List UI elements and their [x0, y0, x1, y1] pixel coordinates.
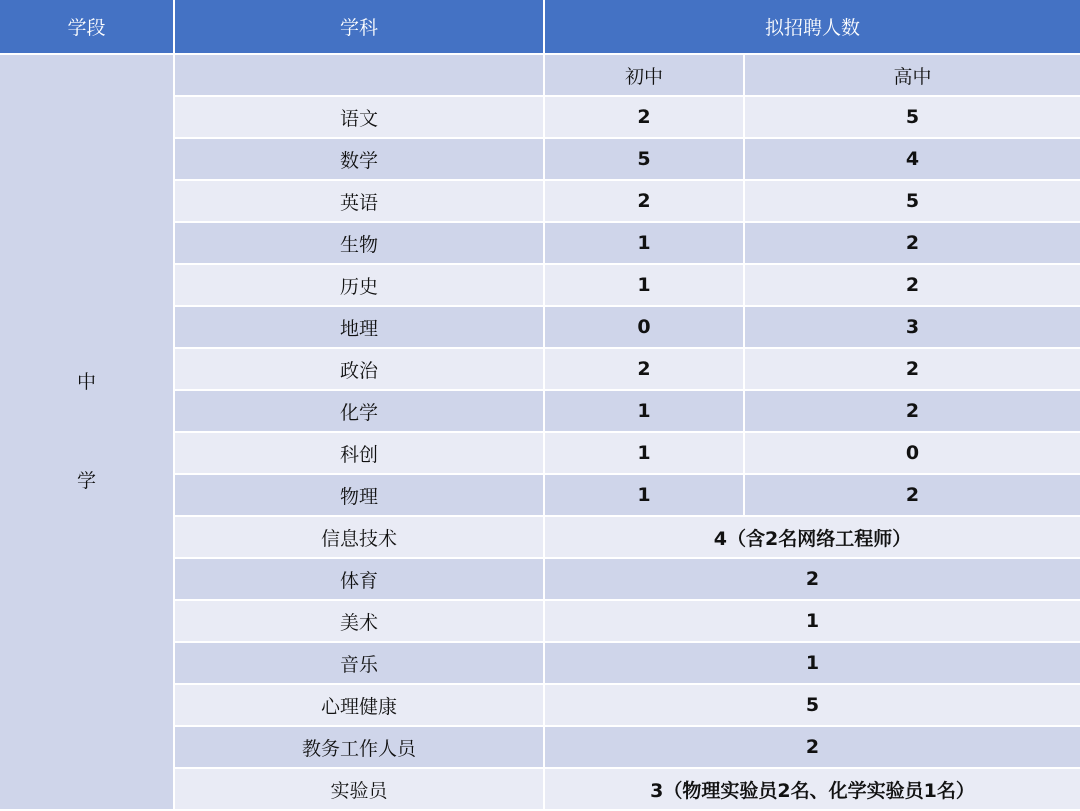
junior-count-cell: 1 — [545, 223, 743, 263]
header-subject: 学科 — [175, 0, 543, 53]
senior-count-cell: 2 — [745, 265, 1080, 305]
subject-cell: 科创 — [175, 433, 543, 473]
header-stage: 学段 — [0, 0, 173, 53]
subject-cell: 信息技术 — [175, 517, 543, 557]
subject-cell: 美术 — [175, 601, 543, 641]
senior-count-cell: 2 — [745, 223, 1080, 263]
senior-count-cell: 2 — [745, 391, 1080, 431]
header-row — [0, 0, 1080, 53]
total-count-cell: 4（含2名网络工程师） — [545, 517, 1080, 557]
senior-count-cell: 5 — [745, 181, 1080, 221]
subject-cell: 教务工作人员 — [175, 727, 543, 767]
stage-cell — [0, 55, 173, 809]
subject-cell: 英语 — [175, 181, 543, 221]
subject-cell: 地理 — [175, 307, 543, 347]
total-count-cell: 5 — [545, 685, 1080, 725]
subject-cell: 实验员 — [175, 769, 543, 809]
subject-cell: 生物 — [175, 223, 543, 263]
stage-label-char-2: 学 — [76, 470, 96, 492]
total-count-cell: 2 — [545, 727, 1080, 767]
junior-count-cell: 2 — [545, 97, 743, 137]
senior-count-cell: 2 — [745, 475, 1080, 515]
senior-count-cell: 2 — [745, 349, 1080, 389]
junior-count-cell: 0 — [545, 307, 743, 347]
subject-cell: 化学 — [175, 391, 543, 431]
subject-cell: 历史 — [175, 265, 543, 305]
junior-count-cell: 2 — [545, 181, 743, 221]
junior-count-cell: 2 — [545, 349, 743, 389]
senior-count-cell: 4 — [745, 139, 1080, 179]
subject-cell: 物理 — [175, 475, 543, 515]
junior-count-cell: 1 — [545, 433, 743, 473]
subject-cell: 语文 — [175, 97, 543, 137]
level-header-senior: 高中 — [745, 55, 1080, 95]
subject-cell: 心理健康 — [175, 685, 543, 725]
total-count-cell: 1 — [545, 601, 1080, 641]
total-count-cell: 3（物理实验员2名、化学实验员1名） — [545, 769, 1080, 809]
subject-cell: 体育 — [175, 559, 543, 599]
total-count-cell: 2 — [545, 559, 1080, 599]
subject-cell: 音乐 — [175, 643, 543, 683]
subject-cell: 数学 — [175, 139, 543, 179]
header-count: 拟招聘人数 — [545, 0, 1080, 53]
senior-count-cell: 5 — [745, 97, 1080, 137]
subject-cell: 政治 — [175, 349, 543, 389]
stage-label-char-1: 中 — [76, 371, 96, 393]
junior-count-cell: 5 — [545, 139, 743, 179]
level-header-subject-empty — [175, 55, 543, 95]
total-count-cell: 1 — [545, 643, 1080, 683]
junior-count-cell: 1 — [545, 265, 743, 305]
level-header-junior: 初中 — [545, 55, 743, 95]
junior-count-cell: 1 — [545, 391, 743, 431]
senior-count-cell: 3 — [745, 307, 1080, 347]
senior-count-cell: 0 — [745, 433, 1080, 473]
junior-count-cell: 1 — [545, 475, 743, 515]
level-header-row — [0, 55, 1080, 95]
